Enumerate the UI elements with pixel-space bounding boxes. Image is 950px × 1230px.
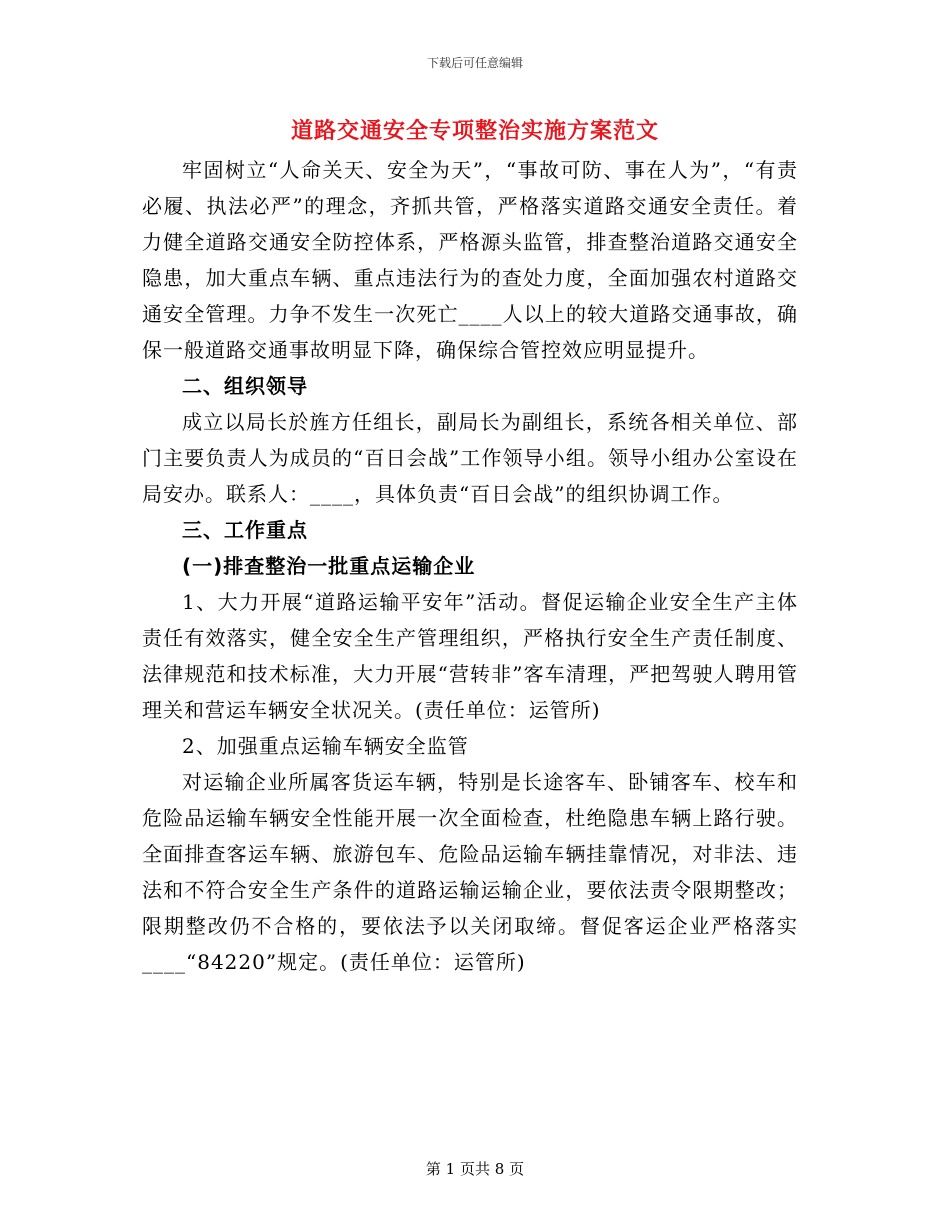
item-1-paragraph: 1、大力开展“道路运输平安年”活动。督促运输企业安全生产主体责任有效落实，健全安全生产管理组织，严格执行安全生产责任制度、法律规范和技术标准，大力开展“营转非”客车清理，严把驾驶人聘用管理关和营运车辆安全状况关。(责任单位：运管所) xyxy=(142,590,798,722)
section-heading-organization: 二、组织领导 xyxy=(182,374,308,398)
item-2-paragraph: 对运输企业所属客货运车辆，特别是长途客车、卧铺客车、校车和危险品运输车辆安全性能开展一次全面检查，杜绝隐患车辆上路行驶。全面排查客运车辆、旅游包车、危险品运输车辆挂靠情况，对非法、违法和不符合安全生产条件的道路运输运输企业，要依法责令限期整改；限期整改仍不合格的，要依法予以关闭取缔。督促客运企业严格落实____“84220”规定。(责任单位：运管所) xyxy=(142,770,798,974)
subsection-heading-enterprises: (一)排查整治一批重点运输企业 xyxy=(182,554,476,578)
header-note: 下载后可任意编辑 xyxy=(426,56,523,70)
intro-paragraph: 牢固树立“人命关天、安全为天”，“事故可防、事在人为”，“有责必履、执法必严”的理念，齐抓共管，严格落实道路交通安全责任。着力健全道路交通安全防控体系，严格源头监管，排查整治道路交通安全隐患，加大重点车辆、重点违法行为的查处力度，全面加强农村道路交通安全管理。力争不发生一次死亡____人以上的较大道路交通事故，确保一般道路交通事故明显下降，确保综合管控效应明显提升。 xyxy=(142,158,798,362)
document-body xyxy=(142,152,798,980)
section-heading-work-focus: 三、工作重点 xyxy=(182,518,308,542)
document-title: 道路交通安全专项整治实施方案范文 xyxy=(290,119,659,144)
page-footer: 第 1 页共 8 页 xyxy=(425,1160,525,1178)
item-2-heading: 2、加强重点运输车辆安全监管 xyxy=(182,734,469,758)
organization-paragraph: 成立以局长於旌方任组长，副局长为副组长，系统各相关单位、部门主要负责人为成员的“百日会战”工作领导小组。领导小组办公室设在局安办。联系人：____，具体负责“百日会战”的组织协调工作。 xyxy=(142,410,798,506)
